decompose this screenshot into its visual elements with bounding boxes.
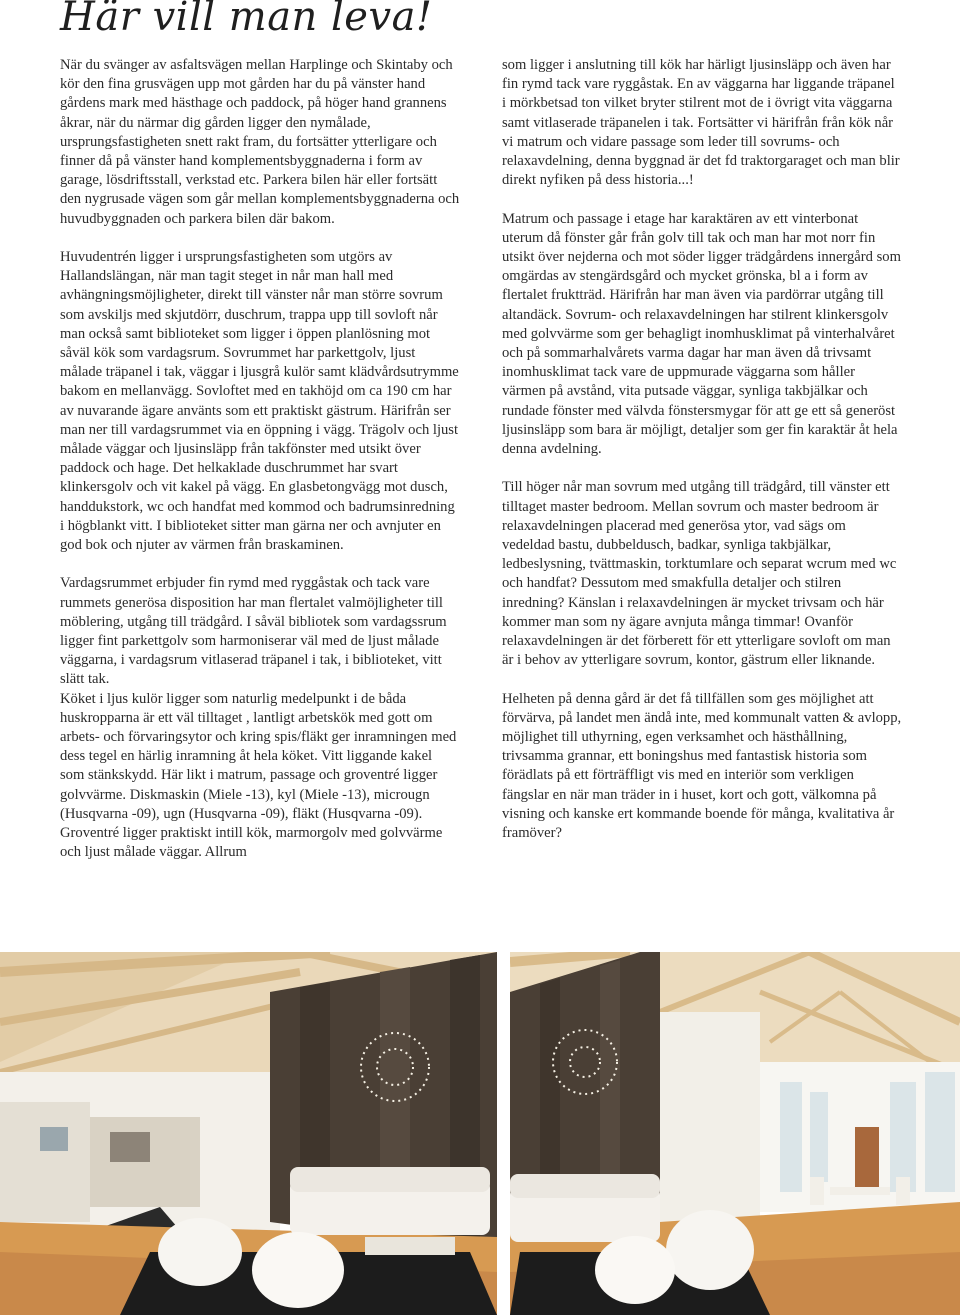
living-room-photo-wide [510,952,960,1315]
paragraph-kitchen: Köket i ljus kulör ligger som naturlig medelpunkt i de båda huskropparna är ett väl tilltaget , lantligt arbetskök med gott om arbets- och förvaringsytor och kring spis/fläkt ger inramningen med dess tegel en härlig inramning åt hela köket. Vitt liggande kakel som stänkskydd. Här likt i matrum, passage och groventré ligger golvvärme. Diskmaskin (Miele -13), kyl (Miele -13), microugn (Husqvarna -09), ugn (Husqvarna -09), fläkt (Husqvarna -09). Groventré ligger praktiskt intill kök, marmorgolv med golvvärme och ljust målade väggar. Allrum [60,690,457,861]
paragraph-living-room: Vardagsrummet erbjuder fin rymd med ryggåstak och tack vare rummets generösa disposition har man flertalet valmöjligheter till möblering, utgång till trädgård. I såväl bibliotek som vardagssrum ligger fint parkettgolv som harmoniserar väl med de ljust målade väggarna, i vardagsrum vitlaserad träpanel i tak, i biblioteket, vitt slätt tak. [60,575,447,688]
paragraph-arrival: När du svänger av asfaltsvägen mellan Harplinge och Skintaby och kör den fina grusvägen upp mot gården har du på vänster hand gårdens mark med hästhage och paddock, på höger hand grannens åkrar, när du närmar dig gården ligger den nymålade, ursprungsfastigheten snett rakt fram, du fortsätter ytterligare och finner då på vänster hand komplementsbyggnaderna i form av garage, lösdriftsstall, verkstad etc. Parkera bilen här eller fortsätt den nygrusade vägen som går mellan komplementsbyggnaderna och huvudbyggnaden och parkera bilen där bakom. [60,57,460,227]
right-column [502,56,902,862]
paragraph-bedrooms-relax: Till höger når man sovrum med utgång till trädgård, till vänster ett tilltaget master bedroom. Mellan sovrum och master bedroom är relaxavdelningen placerad med generösa ytor, vad sägs om vedeldad bastu, dubbeldusch, badkar, synliga takbjälkar, ledbeslysning, tvättmaskin, torktumlare och separat wcrum med wc och handfat? Dessutom med smakfulla detaljer och stilren inredning? Känslan i relaxavdelningen är mycket trivsam och här kommer man som ny ägare avnjuta många timmar! Ovanför relaxavdelningen är det förberett för ett ytterligare sovloft om man är i behov av ytterligare sovrum, kontor, gästrum eller liknande. [502,479,897,669]
paragraph-main-entrance: Huvudentrén ligger i ursprungsfastigheten som utgörs av Hallandslängan, när man tagit steget in når man hall med avhängningsmöjligheter, direkt till vänster når man större sovrum som avskiljs med skjutdörr, duschrum, trappa upp till sovloft når man också samt biblioteket som ligger i öppen planlösning mot såväl kök som vardagsrum. Sovrummet har parkettgolv, ljust målade träpanel i tak, väggar i ljusgrå kulör samt klädvårdsutrymme bakom en mellanvägg. Sovloftet med en takhöjd om ca 190 cm har av nuvarande ägare använts som ett praktiskt gästrum. Härifrån ser man ner till vardagsrummet via en öppning i vägg. Trägolv och ljust målade väggar och ljusinsläpp från takfönster med utsikt över paddock och hage. Det helkaklade duschrummet har svart klinkersgolv och vit kakel på vägg. En glasbetongvägg mot dusch, handdukstork, wc och handfat med kommod och badrumsinredning i högblankt vitt. I biblioteket sitter man gärna ner och avnjuter en god bok och njuter av värmen från braskaminen. [60,249,459,554]
paragraph-summary: Helheten på denna gård är det få tillfällen som ges möjlighet att förvärva, på landet men ändå inte, med kommunalt vatten & avlopp, möjlighet till uthyrning, egen verksamhet och hästhållning, trivsamma grannar, ett boningshus med fantastisk historia som förädlats på ett förträffligt vis med en interiör som verkligen fängslar en när man träder in i huset, kort och gott, välkomna på visning och kanske ert kommande boende för många, kvalitativa år framöver? [502,690,902,842]
paragraph-family-room: som ligger i anslutning till kök har härligt ljusinsläpp och även har fin rymd tack vare ryggåstak. En av väggarna har liggande träpanel i mörkbetsad ton vilket bryter stilrent mot de i övrigt vita väggarna samt vitlaserade träpanelen i tak. Fortsätter vi härifrån från kök når vi matrum och vidare passage som leder till sovrums- och relaxavdelning, denna byggnad är det fd traktorgaraget och man blir direkt nyfiken på dess historia...! [502,57,900,189]
paragraph-dining-passage: Matrum och passage i etage har karaktären av ett vinterbonat uterum då fönster går från golv till tak och man har mot norr fin utsikt över nejderna och mot söder ligger trädgårdens innergård som omgärdas av stengärdsgård och mycket grönska, bl a i form av flertalet fruktträd. Härifrån har man även via pardörrar utgång till altandäck. Sovrum- och relaxavdelningen har stilrent klinkersgolv med golvvärme som ger behagligt inomhusklimat på vinterhalvåret och på sommarhalvårets varma dagar har man även då trivsamt inomhusklimat tack vare de uppmurade väggarna som håller värmen på avstånd, vita putsade väggar, synliga takbjälkar och rundade fönster med välvda fönstersmygar för att ge ett så generöst ljusinsläpp som bara är möjligt, detaljer som ger fin karaktär åt hela denna avdelning. [502,210,901,458]
left-column [60,56,460,882]
page-title: Här vill man leva! [60,0,433,40]
living-room-photo [0,952,497,1315]
